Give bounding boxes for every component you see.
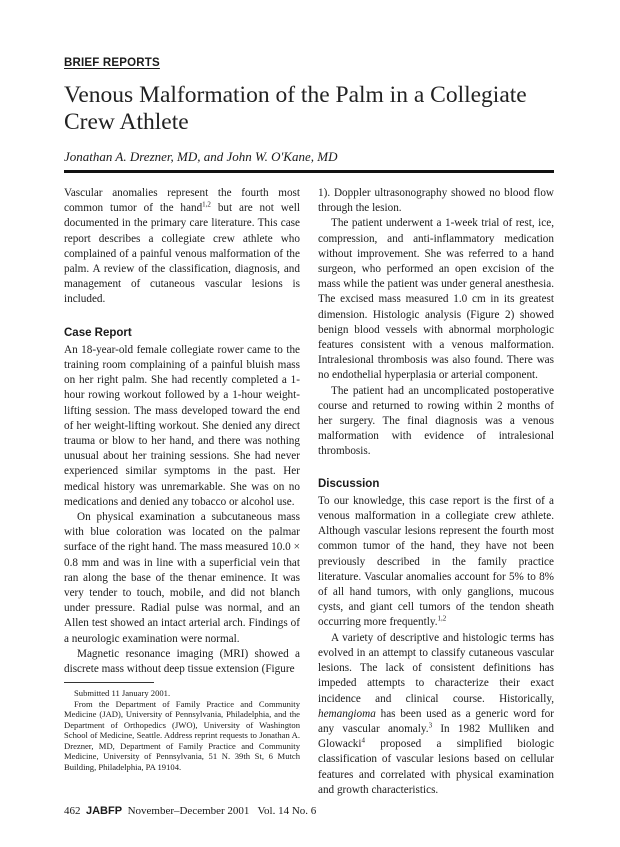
article-authors: Jonathan A. Drezner, MD, and John W. O'Kane, MD xyxy=(64,149,338,164)
footnote-submitted: Submitted 11 January 2001. xyxy=(74,688,171,698)
title-rule xyxy=(64,170,554,173)
treatment-paragraph: The patient underwent a 1-week trial of rest, ice, compression, and anti-inflammatory medication without improvement. She was referred to a hand surgeon, who performed an open excision of the mass while the patient was under general anesthesia. The excised mass measured 1.0 cm in its greatest dimension. Histologic analysis (Figure 2) showed benign blood vessels with abnormal morphologic features consistent with a venous malformation. Intralesional thrombosis was also found. There was no endothelial hyperplasia or arterial component. xyxy=(318,217,554,382)
case-paragraph-1: An 18-year-old female collegiate rower came to the training room complaining of a painful bluish mass on her right palm. She had recently completed a 1-hour rowing workout followed by a 1-hour weight-lifting session. The mass developed toward the end of her weight-lifting workout. She denied any direct trauma or blow to her hand, and there was nothing unusual about her training sessions. She had never experienced similar symptoms in the past. Her medical history was unremarkable. She was on no medications and denied any tobacco or alcohol use. xyxy=(64,343,300,508)
page-footer xyxy=(64,805,316,817)
article-title: Venous Malformation of the Palm in a Collegiate Crew Athlete xyxy=(64,82,527,135)
section-label: BRIEF REPORTS xyxy=(64,57,160,69)
left-column xyxy=(64,186,300,677)
footnote xyxy=(64,688,300,772)
discussion-paragraph-1: To our knowledge, this case report is the first of a venous malformation in a collegiate crew athlete. Although vascular lesions represent the fourth most common tumor of the hand, they have not been previously described in the family practice literature. Vascular anomalies account for 5% to 8% of all hand tumors, with only ganglions, mucous cysts, and giant cell tumors of the tendon sheath occurring more frequently.$^{1,2}$ xyxy=(318,494,554,629)
case-paragraph-continued: 1). Doppler ultrasonography showed no blood flow through the lesion. xyxy=(318,187,554,215)
footnote-affiliations: From the Department of Family Practice and Community Medicine (JAD), University of Pennsylvania, Philadelphia, and the Department of Orthopedics (JWO), University of Washington School of Medicine, Seattle. Address reprint requests to Jonathan A. Drezner, MD, Department of Family Practice and Community Medicine, University of Pennsylvania, 51 N. 39th St, 6 Mutch Building, Philadelphia, PA 19104. xyxy=(64,698,300,772)
journal-name: JABFP xyxy=(86,805,123,817)
page-number: 462 xyxy=(64,805,81,817)
discussion-paragraph-2: A variety of descriptive and histologic terms has evolved in an attempt to classify cutaneous vascular lesions. The lack of consistent definitions has impeded attempts to characterize their exact incidence and clinical course. Historically, hemangioma has been used as a generic word for any vascular anomaly.$^3$ In 1982 Mulliken and Glowacki$^4$ proposed a simplified biologic classification of vascular lesions based on cellular features and correlated with physical examination and growth characteristics. xyxy=(318,631,554,796)
case-report-heading: Case Report xyxy=(64,326,132,339)
footnote-rule xyxy=(64,682,154,683)
outcome-paragraph: The patient had an uncomplicated postoperative course and returned to rowing within 2 months of her surgery. The final diagnosis was a venous malformation with evidence of intralesional thrombosis. xyxy=(318,384,554,458)
abstract-paragraph: Vascular anomalies represent the fourth most common tumor of the hand$^{1,2}$ but are not well documented in the primary care literature. This case report describes a collegiate crew athlete who complained of a painful venous malformation of the palm. A review of the classification, diagnosis, and management of cutaneous vascular lesions is included. xyxy=(64,187,300,306)
right-column xyxy=(318,186,554,798)
issue-info: November–December 2001 Vol. 14 No. 6 xyxy=(127,805,317,817)
discussion-heading: Discussion xyxy=(318,477,380,490)
case-paragraph-2: On physical examination a subcutaneous mass with blue coloration was located on the palmar surface of the right hand. The mass measured 10.0 × 0.8 mm and was in line with a superficial vein that ran along the base of the thenar eminence. It was very tender to touch, mobile, and did not blanch under pressure. Radial pulse was normal, and an Allen test showed an intact arterial arch. Findings of a neurologic examination were normal. xyxy=(64,511,300,645)
case-paragraph-3: Magnetic resonance imaging (MRI) showed a discrete mass without deep tissue extension (Figure xyxy=(64,647,300,676)
